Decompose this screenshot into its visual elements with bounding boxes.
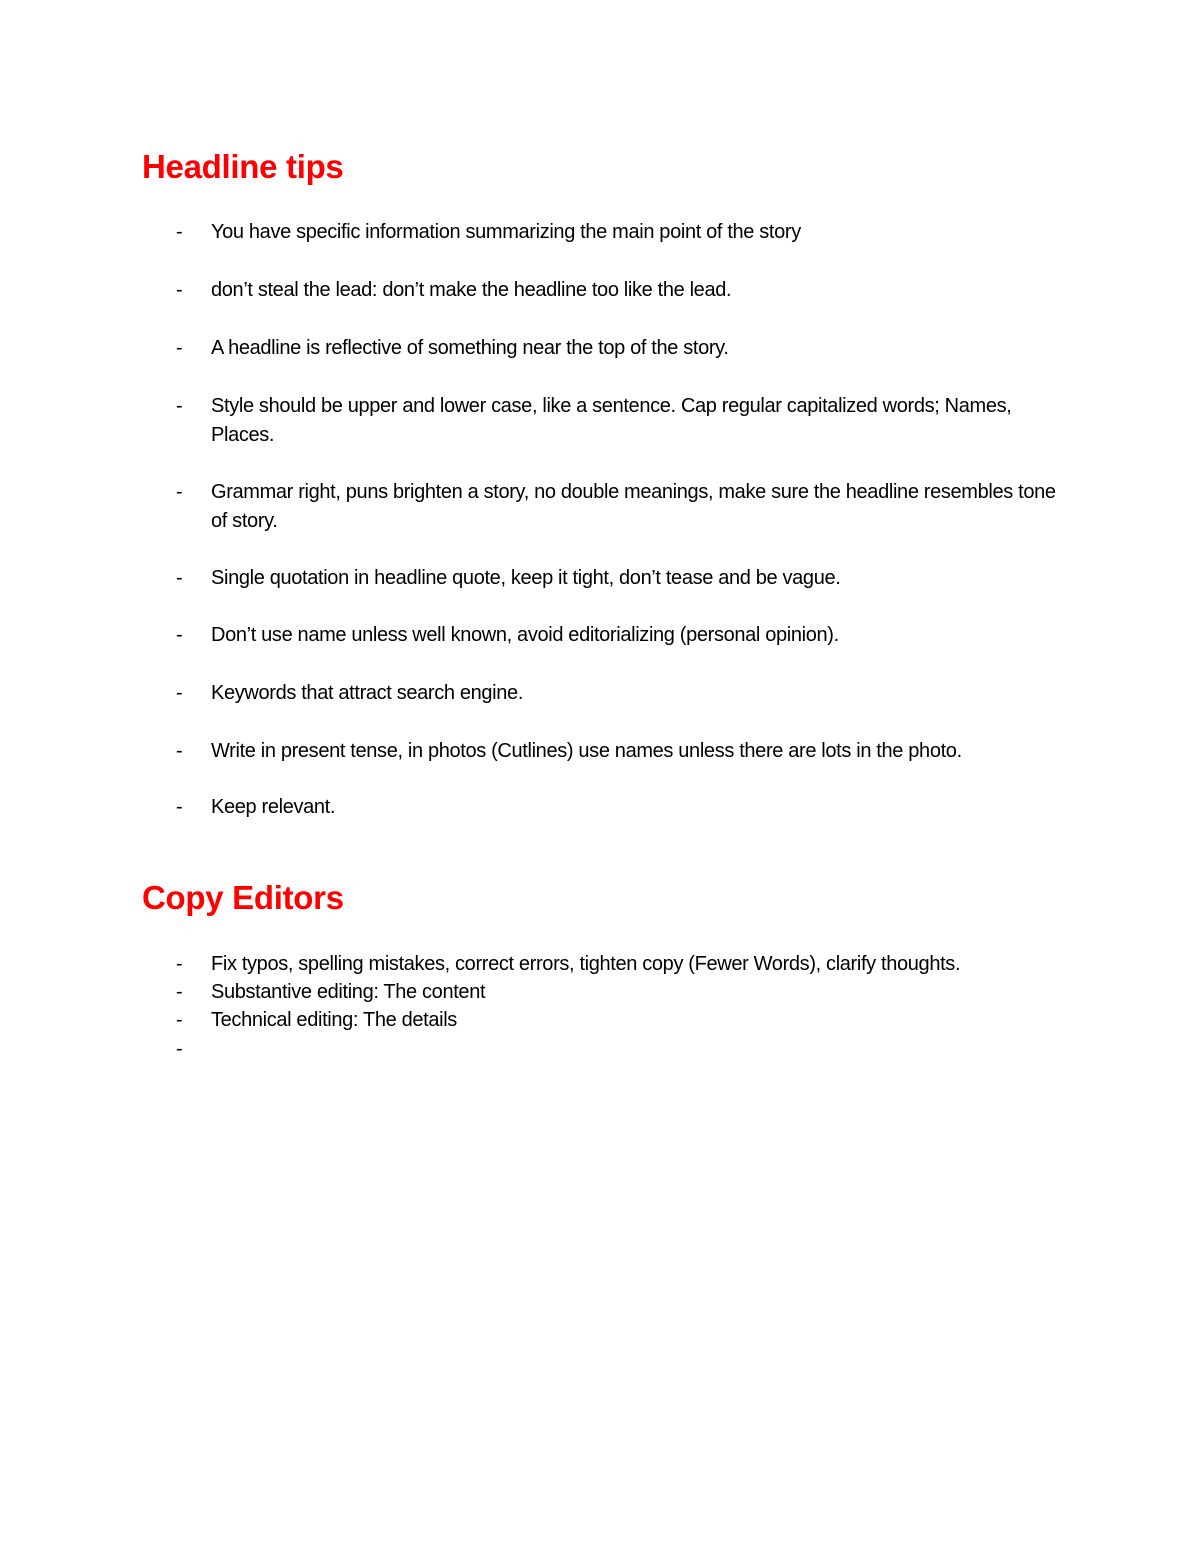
- list-item-text: Single quotation in headline quote, keep it tight, don’t tease and be vague.: [211, 567, 841, 589]
- list-item-text: Substantive editing: The content: [211, 981, 486, 1003]
- dash-bullet: -: [176, 1038, 183, 1060]
- copy-editors-heading: Copy Editors: [142, 879, 344, 916]
- list-item-text: Write in present tense, in photos (Cutlines) use names unless there are lots in the photo.: [211, 740, 962, 762]
- dash-bullet: -: [176, 624, 183, 646]
- dash-bullet: -: [176, 796, 183, 818]
- dash-bullet: -: [176, 567, 183, 589]
- list-item-text: Don’t use name unless well known, avoid editorializing (personal opinion).: [211, 624, 839, 646]
- dash-bullet: -: [176, 337, 183, 359]
- list-item-text: A headline is reflective of something near the top of the story.: [211, 337, 729, 359]
- list-item-text: Keep relevant.: [211, 796, 336, 818]
- dash-bullet: -: [176, 740, 183, 762]
- headline-tips-heading: Headline tips: [142, 148, 344, 185]
- list-item-text: Keywords that attract search engine.: [211, 682, 524, 704]
- dash-bullet: -: [176, 981, 183, 1003]
- list-item-text: Fix typos, spelling mistakes, correct errors, tighten copy (Fewer Words), clarify thoughts.: [211, 953, 961, 975]
- list-item-text: don’t steal the lead: don’t make the headline too like the lead.: [211, 279, 732, 301]
- dash-bullet: -: [176, 395, 183, 417]
- list-item-text: Style should be upper and lower case, like a sentence. Cap regular capitalized words; Names, Places.: [211, 395, 1012, 446]
- dash-bullet: -: [176, 481, 183, 503]
- list-item-text: Grammar right, puns brighten a story, no double meanings, make sure the headline resembles tone of story.: [211, 481, 1056, 532]
- dash-bullet: -: [176, 682, 183, 704]
- dash-bullet: -: [176, 279, 183, 301]
- list-item-text: Technical editing: The details: [211, 1009, 457, 1031]
- dash-bullet: -: [176, 1009, 183, 1031]
- list-item-text: You have specific information summarizing the main point of the story: [211, 221, 801, 243]
- dash-bullet: -: [176, 221, 183, 243]
- dash-bullet: -: [176, 953, 183, 975]
